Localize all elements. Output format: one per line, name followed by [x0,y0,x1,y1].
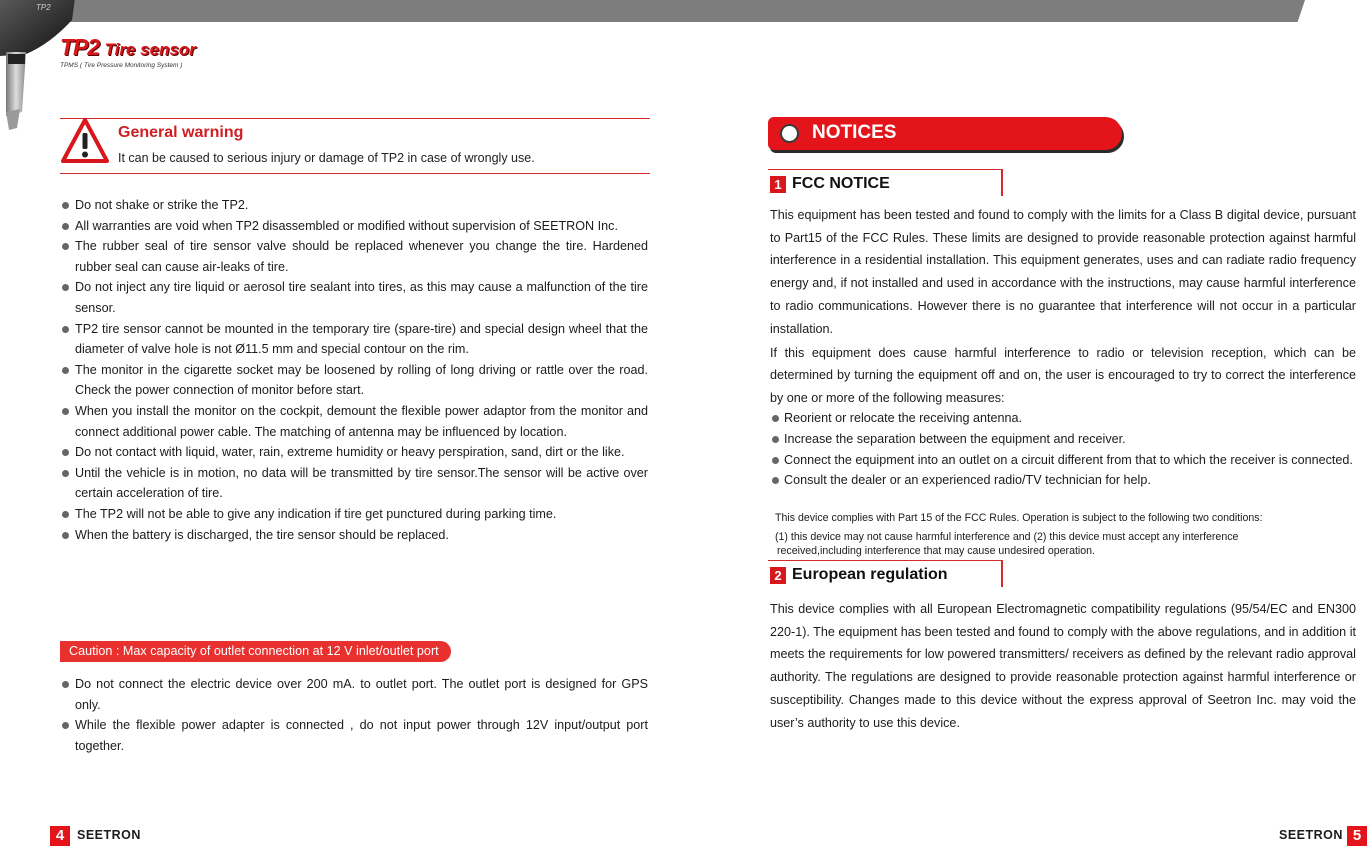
circle-icon [780,124,799,143]
list-item: The rubber seal of tire sensor valve should be replaced whenever you change the tire. Hardened rubber seal can cause air-leaks of tire. [60,236,648,277]
top-banner [70,0,1305,22]
list-item: The TP2 will not be able to give any indication if tire get punctured during parking time. [60,504,648,525]
right-page-number: 5 [1347,826,1367,846]
list-item: When the battery is discharged, the tire sensor should be replaced. [60,525,648,546]
fcc-measures-list [770,408,1358,491]
logo-subtitle: TPMS ( Tire Pressure Monitoring System ) [60,62,183,69]
list-item: TP2 tire sensor cannot be mounted in the temporary tire (spare-tire) and special design wheel that the diameter of valve hole is not Ø11.5 mm and special contour on the rim. [60,319,648,360]
eu-paragraph: This device complies with all European Electromagnetic compatibility regulations (95/54/EC and EN300 220-1). The equipment has been tested and found to comply with the above regulations, and in addition it meets the requirements for low powered transmitters/ receivers as defined by the relevant radio approval authority. The regulations are designed to provide reasonable protection against harmful interference or susceptibility. Changes made to this device without the express approval of Seetron Inc. may void the user’s authority to use this device. [770,602,1356,730]
fcc-compliance-line-1: This device complies with Part 15 of the FCC Rules. Operation is subject to the following two conditions: [775,512,1263,524]
caution-list [60,674,648,756]
logo-title: TP2 [60,34,100,60]
warning-bottom-rule [60,173,650,174]
fcc-section-number: 1 [770,176,786,193]
notices-title: NOTICES [812,122,897,143]
eu-section-number: 2 [770,567,786,584]
footer-brand-left: SEETRON [77,828,141,842]
warning-text: It can be caused to serious injury or damage of TP2 in case of wrongly use. [118,151,535,165]
fcc-paragraph-1: This equipment has been tested and found to comply with the limits for a Class B digital device, pursuant to Part15 of the FCC Rules. These limits are designed to provide reasonable protection against harmful interference in a residential installation. This equipment generates, uses and can radiate radio frequency energy and, if not installed and used in accordance with the instructions, may cause harmful interference to radio communications. However there is no guarantee that interference will not occur in a particular installation. [770,208,1356,336]
caution-banner: Caution : Max capacity of outlet connection at 12 V inlet/outlet port [60,641,451,662]
list-item: Reorient or relocate the receiving antenna. [770,408,1358,429]
list-item: While the flexible power adapter is connected , do not input power through 12V input/output port together. [60,715,648,756]
list-item: All warranties are void when TP2 disassembled or modified without supervision of SEETRON Inc. [60,216,648,237]
notices-banner [768,117,1122,150]
warning-title: General warning [118,124,244,141]
fcc-compliance-line-2: (1) this device may not cause harmful interference and (2) this device must accept any interference [775,531,1239,543]
brand-logo [60,36,196,69]
sensor-label: TP2 [36,3,51,12]
warning-top-rule [60,118,650,119]
list-item: Do not contact with liquid, water, rain, extreme humidity or heavy perspiration, sand, dirt or the like. [60,442,648,463]
list-item: Do not inject any tire liquid or aerosol tire sealant into tires, as this may cause a malfunction of the tire sensor. [60,277,648,318]
eu-section-header [768,560,1003,587]
list-item: Consult the dealer or an experienced radio/TV technician for help. [770,470,1358,491]
list-item: Do not shake or strike the TP2. [60,195,648,216]
list-item: Do not connect the electric device over 200 mA. to outlet port. The outlet port is designed for GPS only. [60,674,648,715]
warning-icon [60,117,110,165]
fcc-compliance-line-3: received,including interference that may cause undesired operation. [777,545,1096,557]
list-item: Until the vehicle is in motion, no data will be transmitted by tire sensor.The sensor will be active over certain acceleration of tire. [60,463,648,504]
list-item: The monitor in the cigarette socket may be loosened by rolling of long driving or rattle over the road. Check the power connection of monitor before start. [60,360,648,401]
fcc-section-header [768,169,1003,196]
fcc-section-title: FCC NOTICE [792,175,890,192]
fcc-paragraph-2: If this equipment does cause harmful interference to radio or television reception, which can be determined by turning the equipment off and on, the user is encouraged to try to correct the interference by one or more of the following measures: [770,346,1356,405]
list-item: Increase the separation between the equipment and receiver. [770,429,1358,450]
eu-section-title: European regulation [792,566,948,583]
warning-list [60,195,648,545]
logo-title-suffix: Tire sensor [104,40,196,59]
left-page-number: 4 [50,826,70,846]
list-item: Connect the equipment into an outlet on a circuit different from that to which the receiver is connected. [770,450,1358,471]
footer-brand-right: SEETRON [1279,828,1343,842]
list-item: When you install the monitor on the cockpit, demount the flexible power adaptor from the monitor and connect additional power cable. The matching of antenna may be influenced by location. [60,401,648,442]
